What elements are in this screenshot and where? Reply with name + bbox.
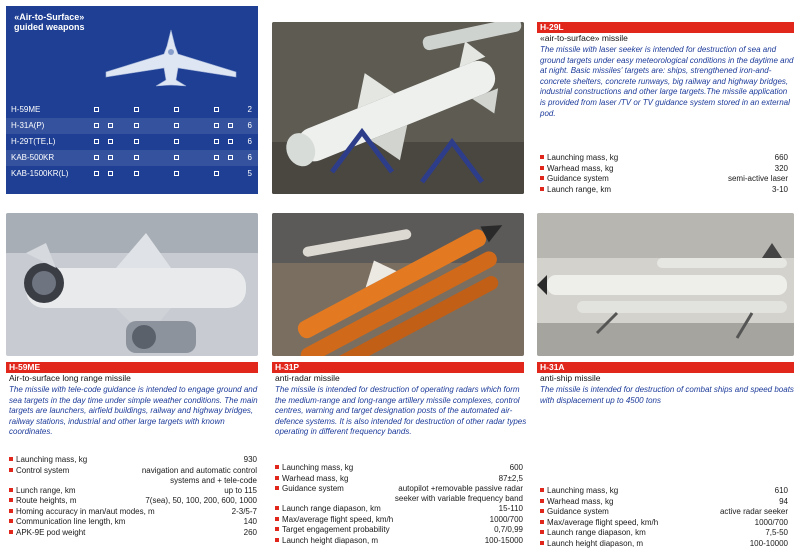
weapon-row-h31a: H-31A(P) 6	[6, 118, 258, 134]
weapons-panel-title: «Air-to-Surface» guided weapons	[14, 12, 85, 32]
h31a-subtitle: anti-ship missile	[540, 373, 601, 383]
spec-row: Launch height diapason, m 100-10000	[540, 539, 788, 550]
h31a-photo	[537, 213, 794, 356]
spec-row: Lunch range, km up to 115	[9, 486, 257, 497]
h29l-description: The missile with laser seeker is intended for destruction of sea and ground targets under easy meteorological conditions in the daytime and at night. Basic missiles' targets are: ships, strengthened iron-and-concrete shelters, concrete runways, big railway and highway bridges, industrial constructions and other large targets.The missile application is provided from laser /TV or TV guidance system stored in an external pod.	[540, 45, 794, 118]
h31a-specs	[540, 486, 788, 549]
h59me-specs	[9, 455, 257, 538]
spec-row: Launch range diapason, km 7,5-50	[540, 528, 788, 539]
h29l-photo	[272, 22, 524, 194]
spec-row: Max/average flight speed, km/h 1000/700	[540, 518, 788, 529]
spec-row: Target engagement probability 0,7/0,99	[275, 525, 523, 536]
spec-row: Launching mass, kg 930	[9, 455, 257, 466]
h59me-description: The missile with tele-code guidance is intended to engage ground and sea targets in the day time under simple weather conditions. The main targets are launchers, airfield buildings, railway and highway bridges, railway stations, industrial and other large targets with known coordinates.	[9, 385, 258, 437]
h59me-name-bar: H-59ME	[6, 362, 258, 373]
h31p-specs	[275, 463, 523, 546]
weapon-row-kab500: KAB-500KR 6	[6, 150, 258, 166]
h29l-subtitle: «air-to-surface» missile	[540, 33, 628, 43]
h59me-subtitle: Air-to-surface long range missile	[9, 373, 131, 383]
h31a-name-bar: H-31A	[537, 362, 794, 373]
h29l-name-bar: H-29L	[537, 22, 794, 33]
h31p-name-bar: H-31P	[272, 362, 524, 373]
h31a-description: The missile is intended for destruction of combat ships and speed boats with displacement up to 4500 tons	[540, 385, 794, 405]
spec-row: Launching mass, kg 600	[275, 463, 523, 474]
spec-row: Launching mass, kg 660	[540, 153, 788, 164]
spec-row: Warhead mass, kg 94	[540, 497, 788, 508]
spec-row: Homing accuracy in man/aut modes, m 2-3/5-7	[9, 507, 257, 518]
h31p-subtitle: anti-radar missile	[275, 373, 340, 383]
spec-row: Communication line length, km 140	[9, 517, 257, 528]
h29l-specs	[540, 153, 788, 195]
spec-row: Route heights, m 7(sea), 50, 100, 200, 600, 1000	[9, 496, 257, 507]
weapons-panel	[6, 6, 258, 194]
h31p-photo	[272, 213, 524, 356]
spec-row: Launching mass, kg 610	[540, 486, 788, 497]
spec-row: Launch range diapason, km 15-110	[275, 504, 523, 515]
spec-row: Guidance system autopilot +removable passive radar seeker with variable frequency band	[275, 484, 523, 504]
spec-row: Warhead mass, kg 87±2,5	[275, 474, 523, 485]
fighter-jet-icon	[86, 28, 256, 88]
spec-row: Warhead mass, kg 320	[540, 164, 788, 175]
spec-row: Guidance system semi-active laser	[540, 174, 788, 185]
spec-row: Launch range, km 3-10	[540, 185, 788, 196]
h31p-description: The missile is intended for destruction of operating radars which form the medium-range and long-range artillery missile complexes, control centres, warning and target designation posts of the automated air-defence systems. It is also intended for destruction of other radar types operating in different frequency bands.	[275, 385, 527, 437]
spec-row: Launch height diapason, m 100-15000	[275, 536, 523, 547]
spec-row: Guidance system active radar seeker	[540, 507, 788, 518]
weapon-row-h29t: H-29T(TE,L) 6	[11, 137, 252, 146]
h59me-photo	[6, 213, 258, 356]
weapon-row-h59me: H-59ME 2	[11, 105, 252, 114]
spec-row: Control system navigation and automatic control systems and + tele-code	[9, 466, 257, 486]
weapon-row-kab1500: KAB-1500KR(L) 5	[11, 169, 252, 178]
spec-row: Max/average flight speed, km/h 1000/700	[275, 515, 523, 526]
spec-row: APK-9E pod weight 260	[9, 528, 257, 539]
